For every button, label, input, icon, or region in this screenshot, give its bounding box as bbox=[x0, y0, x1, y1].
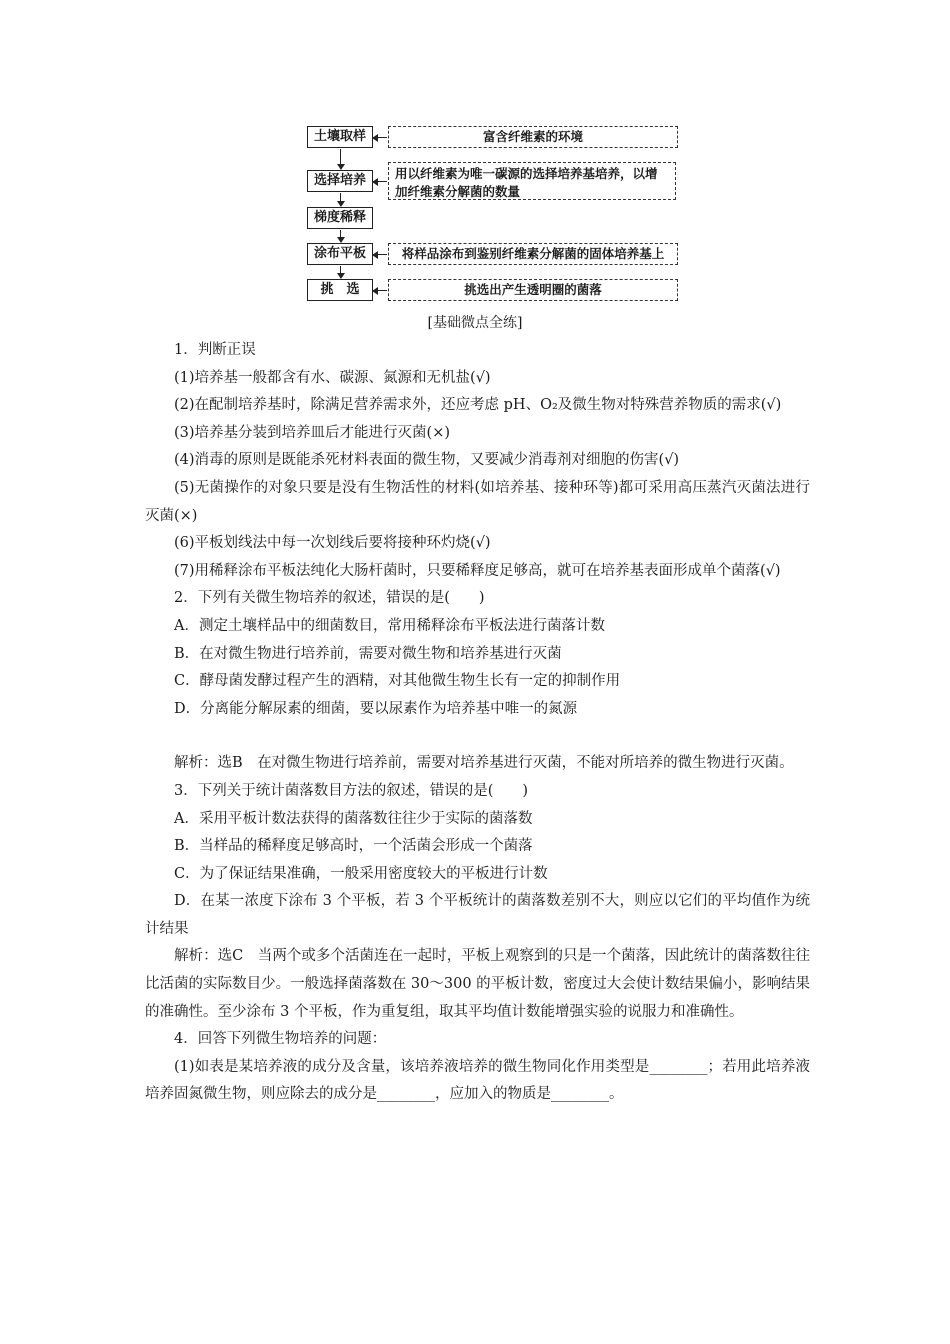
q3-stem: 3．下列关于统计菌落数目方法的叙述，错误的是( ) bbox=[174, 782, 529, 799]
arrow-down-3 bbox=[340, 230, 341, 242]
q2-option-d: D．分离能分解尿素的细菌，要以尿素作为培养基中唯一的氮源 bbox=[174, 700, 578, 717]
q4-sub1: (1)如表是某培养液的成分及含量，该培养液培养的微生物同化作用类型是________；若用此培养液培养固氮微生物，则应除去的成分是________，应加入的物质是________。 bbox=[145, 1058, 810, 1103]
q2-analysis: 解析：选B 在对微生物进行培养前，需要对培养基进行灭菌，不能对所培养的微生物进行灭菌。 bbox=[174, 755, 794, 772]
note-plating: 将样品涂布到鉴别纤维素分解菌的固体培养基上 bbox=[388, 243, 678, 265]
note-picking: 挑选出产生透明圈的菌落 bbox=[388, 279, 678, 301]
q1-item-3: (3)培养基分装到培养皿后才能进行灭菌(×) bbox=[174, 424, 451, 441]
flowchart bbox=[300, 118, 690, 310]
q2-option-c: C．酵母菌发酵过程产生的酒精，对其他微生物生长有一定的抑制作用 bbox=[174, 673, 621, 690]
q2-option-a: A．测定土壤样品中的细菌数目，常用稀释涂布平板法进行菌落计数 bbox=[174, 617, 605, 634]
step-selective-culture: 选择培养 bbox=[307, 170, 373, 192]
arrow-left-3 bbox=[373, 254, 387, 255]
step-gradient-dilution: 梯度稀释 bbox=[307, 207, 373, 229]
q3-option-b: B．当样品的稀释度足够高时，一个活菌会形成一个菌落 bbox=[174, 838, 533, 855]
note-sampling: 富含纤维素的环境 bbox=[388, 126, 678, 148]
q3-option-c: C．为了保证结果准确，一般采用密度较大的平板进行计数 bbox=[174, 865, 548, 882]
arrow-left-4 bbox=[373, 290, 387, 291]
q1-item-4: (4)消毒的原则是既能杀死材料表面的微生物，又要减少消毒剂对细胞的伤害(√) bbox=[174, 452, 680, 469]
q1-item-1: (1)培养基一般都含有水、碳源、氮源和无机盐(√) bbox=[174, 369, 491, 386]
arrow-left-2 bbox=[373, 181, 387, 182]
q1-item-6: (6)平板划线法中每一次划线后要将接种环灼烧(√) bbox=[174, 535, 491, 552]
q3-analysis: 解析：选C 当两个或多个活菌连在一起时，平板上观察到的只是一个菌落，因此统计的菌落数往往比活菌的实际数目少。一般选择菌落数在 30～300 的平板计数，密度过大会使计数结果偏小，影响结果的准确性。至少涂布 3 个平板，作为重复组，取其平均值计数能增强实验的说服力和准确性。 bbox=[145, 948, 810, 1020]
step-soil-sampling: 土壤取样 bbox=[307, 126, 373, 148]
q1-item-7: (7)用稀释涂布平板法纯化大肠杆菌时，只要稀释度足够高，就可在培养基表面形成单个菌落(√) bbox=[174, 562, 781, 579]
q3-option-a: A．采用平板计数法获得的菌落数往往少于实际的菌落数 bbox=[174, 810, 533, 827]
q1-title: 1．判断正误 bbox=[174, 342, 256, 358]
spacer bbox=[145, 723, 810, 750]
q1-item-5: (5)无菌操作的对象只要是没有生物活性的材料(如培养基、接种环等)都可采用高压蒸汽灭菌法进行灭菌(×) bbox=[145, 479, 810, 524]
q2-stem: 2．下列有关微生物培养的叙述，错误的是( ) bbox=[174, 590, 485, 607]
section-title: [基础微点全练] bbox=[427, 315, 523, 331]
arrow-down-2 bbox=[340, 193, 341, 206]
arrow-down-4 bbox=[340, 266, 341, 278]
q2-option-b: B．在对微生物进行培养前，需要对微生物和培养基进行灭菌 bbox=[174, 645, 562, 662]
question-body bbox=[145, 337, 810, 1109]
step-picking: 挑 选 bbox=[307, 279, 373, 301]
step-plating: 涂布平板 bbox=[307, 243, 373, 265]
q3-option-d: D．在某一浓度下涂布 3 个平板，若 3 个平板统计的菌落数差别不大，则应以它们的平均值作为统计结果 bbox=[145, 893, 810, 937]
arrow-left-1 bbox=[373, 137, 387, 138]
note-selection: 用以纤维素为唯一碳源的选择培养基培养，以增加纤维素分解菌的数量 bbox=[388, 162, 676, 200]
arrow-down-1 bbox=[340, 149, 341, 169]
q4-stem: 4．回答下列微生物培养的问题： bbox=[174, 1031, 387, 1048]
q1-item-2: (2)在配制培养基时，除满足营养需求外，还应考虑 pH、O₂及微生物对特殊营养物质的需求(√) bbox=[174, 397, 782, 414]
